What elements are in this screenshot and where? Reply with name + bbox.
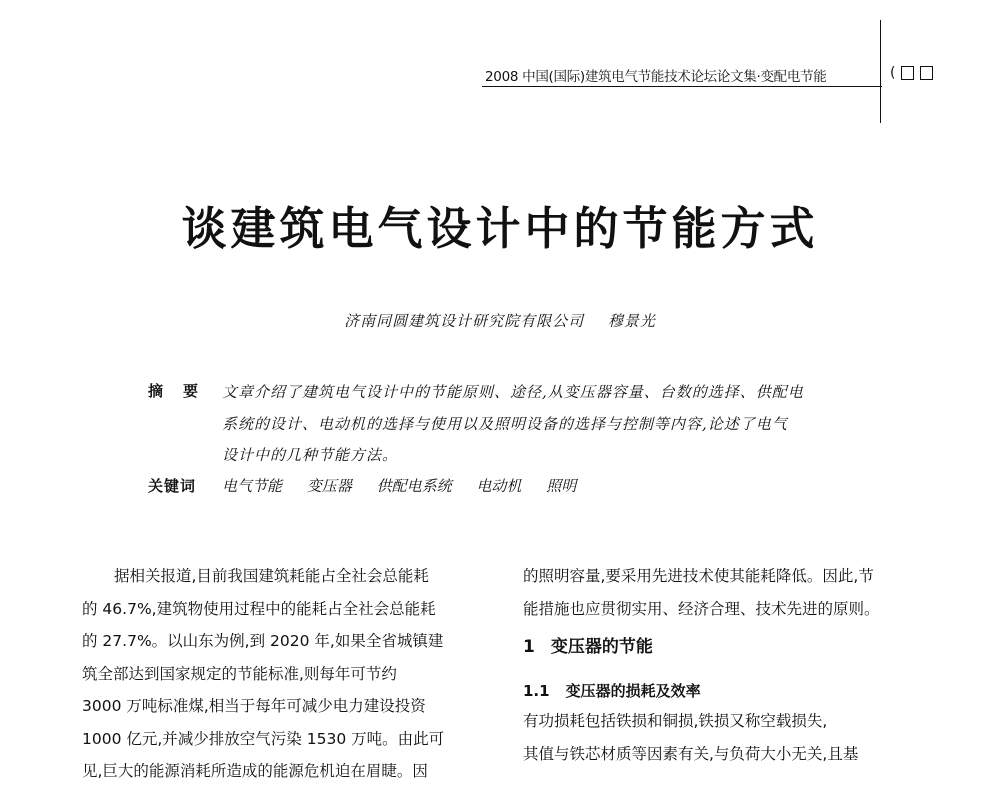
box-mark-icon <box>901 66 914 80</box>
subsection-heading <box>523 680 701 701</box>
abstract-label: 摘要 <box>148 382 219 400</box>
author-line <box>0 310 1000 331</box>
bracket-mark-icon: ( <box>890 65 896 81</box>
body-line: 见,巨大的能源消耗所造成的能源危机迫在眉睫。因 <box>82 762 428 780</box>
keywords-label: 关键词 <box>148 477 197 495</box>
body-left-column <box>82 560 492 788</box>
body-line: 其值与铁芯材质等因素有关,与负荷大小无关,且基 <box>523 744 859 763</box>
body-right-column <box>523 560 933 625</box>
keyword: 变压器 <box>306 477 352 495</box>
subsection-number: 1.1 <box>523 682 550 700</box>
body-line: 的 46.7%,建筑物使用过程中的能耗占全社会总能耗 <box>82 599 436 618</box>
keywords-list <box>222 475 596 496</box>
body-line: 的照明容量,要采用先进技术使其能耗降低。因此,节 <box>523 567 874 585</box>
abstract-body <box>222 377 862 472</box>
keyword: 电气节能 <box>222 477 283 495</box>
keyword: 供配电系统 <box>376 477 452 495</box>
running-header: 2008 中国(国际)建筑电气节能技术论坛论文集·变配电节能 <box>485 69 827 85</box>
body-line: 据相关报道,目前我国建筑耗能占全社会总能耗 <box>114 567 429 585</box>
body-line: 有功损耗包括铁损和铜损,铁损又称空载损失, <box>523 712 828 730</box>
body-line: 3000 万吨标准煤,相当于每年可减少电力建设投资 <box>82 697 426 715</box>
keyword: 照明 <box>546 477 577 495</box>
section-number: 1 <box>523 637 535 657</box>
keyword: 电动机 <box>476 477 522 495</box>
body-line: 1000 亿元,并减少排放空气污染 1530 万吨。由此可 <box>82 729 445 748</box>
abstract-line: 系统的设计、电动机的选择与使用以及照明设备的选择与控制等内容,论述了电气 <box>222 414 788 433</box>
body-line: 的 27.7%。以山东为例,到 2020 年,如果全省城镇建 <box>82 632 444 650</box>
corner-marks <box>890 66 933 80</box>
body-line: 能措施也应贯彻实用、经济合理、技术先进的原则。 <box>523 599 880 618</box>
body-line: 筑全部达到国家规定的节能标准,则每年可节约 <box>82 664 397 683</box>
section-title: 变压器的节能 <box>550 637 653 657</box>
affiliation: 济南同圆建筑设计研究院有限公司 <box>344 312 585 330</box>
author-name: 穆景光 <box>607 312 656 330</box>
body-right-column-continued <box>523 705 933 770</box>
abstract-line: 设计中的几种节能方法。 <box>222 446 399 464</box>
header-rule <box>482 86 882 87</box>
section-heading <box>523 632 653 657</box>
box-mark-icon <box>920 66 933 80</box>
subsection-title: 变压器的损耗及效率 <box>565 682 701 700</box>
margin-vertical-rule <box>880 20 881 123</box>
page-title: 谈建筑电气设计中的节能方式 <box>181 202 819 255</box>
abstract-line: 文章介绍了建筑电气设计中的节能原则、途径,从变压器容量、台数的选择、供配电 <box>222 383 804 401</box>
